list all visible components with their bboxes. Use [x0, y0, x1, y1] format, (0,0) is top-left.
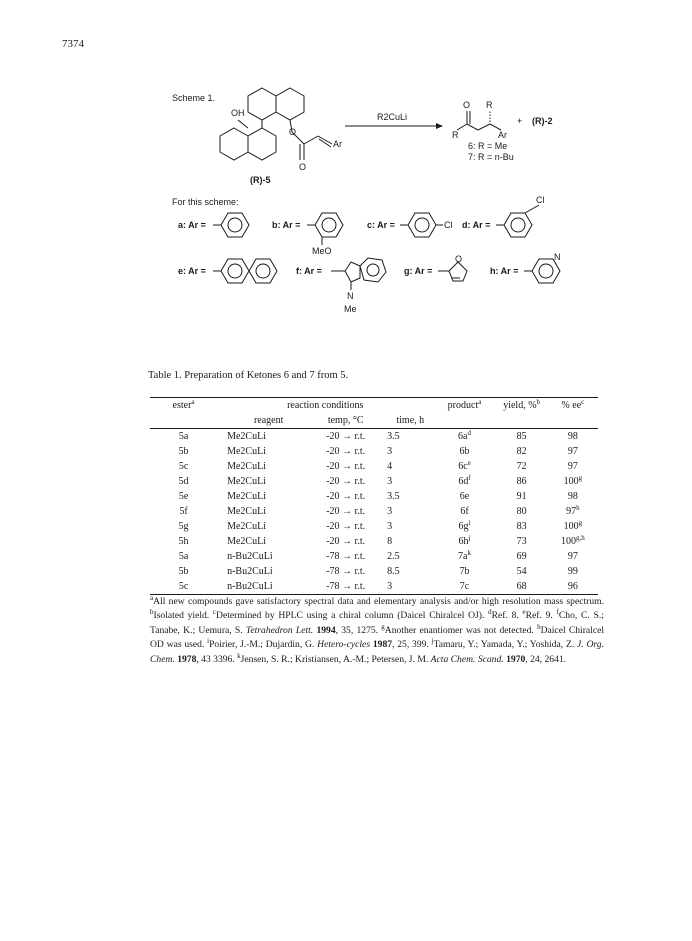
cell-product: 7c [433, 579, 495, 595]
furyl-ring-g [438, 262, 467, 281]
meo-label: MeO [312, 246, 332, 256]
table-footnotes: $^a$All new compounds gave satisfactory spectral data and elementary analysis and/or high resolution mass spectrum. $^b$Isolated yield. $^c$Determined by HPLC using a chiral column (Daicel Chiralcel OJ). $^d$Ref. 8. $^e$Ref. 9. $^f$Cho, C. S.; Tanabe, K.; Uemura, S. Tetrahedron Lett. 1994, 35, 1275. $^g$Another enantiomer was not detected. $^h$Daicel Chiralcel OD was used. $^i$Poirier, J.-M.; Dujardin, G. Hetero-cycles 1987, 25, 399. $^j$Tamaru, Y.; Yamada, Y.; Yoshida, Z. J. Org. Chem. 1978, 43 3396. $^k$Jensen, S. R.; Kristiansen, A.-M.; Petersen, J. M. Acta Chem. Scand. 1970, 24, 2641. [150, 594, 605, 665]
me-label: Me [344, 304, 357, 314]
table-row [150, 549, 598, 564]
cell-temp: -78 → r.t. [326, 566, 366, 577]
header-yield: yield, %$^b$ [496, 398, 548, 414]
furan-o-label: O [455, 254, 463, 264]
subheader-temp: temp, °C [310, 413, 381, 429]
header-product: product$^a$ [433, 398, 495, 414]
cell-time: 3 [381, 579, 433, 595]
cell-product: $6c^e$ [458, 459, 471, 472]
cell-time: 3 [387, 446, 393, 457]
cell-ee: 97 [567, 551, 578, 562]
table-row [150, 429, 598, 445]
product-ar-label: Ar [498, 130, 507, 140]
plus-sign: + [517, 116, 523, 126]
cell-temp: -20 → r.t. [326, 446, 366, 457]
table-row [150, 489, 598, 504]
sub-e-label: e: Ar = [178, 266, 206, 276]
naphthyl-ring-e [213, 259, 277, 283]
table-row [150, 459, 598, 474]
cell-ee: 98 [567, 431, 578, 442]
cell-ester: 5a [178, 431, 189, 442]
cell-yield: 54 [516, 566, 527, 577]
sub-c-label: c: Ar = [367, 220, 395, 230]
cell-ester: 5c [150, 579, 217, 595]
cell-time: 2.5 [387, 551, 400, 562]
cell-yield: 69 [516, 551, 527, 562]
cell-ester: 5f [179, 506, 188, 517]
ar-label: Ar [333, 139, 342, 149]
cell-product: $6a^d$ [458, 429, 471, 442]
cell-ee: 100$^g$ [563, 474, 583, 487]
cell-product: 6e [459, 491, 470, 502]
cell-temp: -78 → r.t. [326, 551, 366, 562]
cell-product: $6h^j$ [458, 534, 471, 547]
cell-temp: -20 → r.t. [326, 476, 366, 487]
cell-time: 4 [387, 461, 393, 472]
sub-a-label: a: Ar = [178, 220, 206, 230]
cell-temp: -20 → r.t. [326, 491, 366, 502]
table-header-row [150, 398, 598, 414]
cell-product: $6g^i$ [458, 519, 471, 532]
ketone-preparation-table [150, 397, 598, 595]
cell-reagent: n-Bu2CuLi [227, 566, 273, 577]
cell-time: 3.5 [387, 491, 400, 502]
footnote-i: Poirier, J.-M.; Dujardin, G. Hetero-cycles 1987, 25, 399. [209, 639, 429, 651]
cell-reagent: Me2CuLi [227, 431, 266, 442]
cell-yield: 72 [516, 461, 527, 472]
cell-yield: 73 [516, 536, 527, 547]
cell-time: 8 [387, 536, 393, 547]
header-ester: ester$^a$ [150, 398, 217, 414]
cell-ester: 5b [178, 446, 189, 457]
for-this-scheme: For this scheme: [172, 197, 239, 207]
cell-time: 8.5 [387, 566, 400, 577]
cell-reagent: Me2CuLi [227, 446, 266, 457]
cell-time: 3 [387, 506, 393, 517]
cell-yield: 82 [516, 446, 527, 457]
cell-time: 3 [387, 476, 393, 487]
start-material-label: (R)-5 [250, 175, 271, 185]
cell-reagent: Me2CuLi [227, 476, 266, 487]
cell-reagent: Me2CuLi [227, 461, 266, 472]
cell-time: 3.5 [387, 431, 400, 442]
table-body [150, 429, 598, 595]
indolyl-ring-f [331, 258, 386, 290]
cell-yield: 91 [516, 491, 527, 502]
cell-ee: 96 [548, 579, 598, 595]
binaphthyl-ester-structure [220, 88, 332, 160]
cell-product: $7a^k$ [458, 549, 471, 562]
cell-ester: 5a [178, 551, 189, 562]
header-reaction-conditions: reaction conditions [217, 398, 433, 414]
table-row [150, 444, 598, 459]
cell-ee: 97 [567, 446, 578, 457]
footnote-k: Jensen, S. R.; Kristiansen, A.-M.; Petersen, J. M. Acta Chem. Scand. 1970, 24, 2641. [240, 653, 567, 665]
table-subheader-row [150, 413, 598, 429]
subheader-reagent: reagent [217, 413, 310, 429]
reagent-label: R2CuLi [377, 112, 408, 122]
table-row [150, 504, 598, 519]
cl-label-d: Cl [536, 195, 545, 205]
methoxyphenyl-ring-b [307, 213, 343, 245]
cell-ester: 5c [178, 461, 189, 472]
footnote-f: Cho, C. S.; Tanabe, K.; Uemura, S. Tetrahedron Lett. 1994, 35, 1275. [150, 610, 604, 636]
table-row [150, 474, 598, 489]
product-r-left: R [452, 130, 459, 140]
cell-reagent: Me2CuLi [227, 536, 266, 547]
cell-temp: -20 → r.t. [326, 536, 366, 547]
footnote-j: Tamaru, Y.; Yamada, Y.; Yoshida, Z. J. Org. Chem. 1978, 43 3396. [150, 639, 604, 665]
header-ee: % $ee^c$ [548, 398, 598, 414]
footnote-b: Isolated yield. [153, 610, 210, 622]
cell-temp: -78 → r.t. [310, 579, 381, 595]
sub-g-label: g: Ar = [404, 266, 433, 276]
cell-product: 7b [459, 566, 470, 577]
sub-h-label: h: Ar = [490, 266, 519, 276]
footnote-g: Another enantiomer was not detected. [384, 624, 534, 636]
cell-yield: 85 [516, 431, 527, 442]
cell-ee: 100$^{g,h}$ [560, 534, 585, 547]
cell-ester: 5d [178, 476, 189, 487]
ketone-product-structure [457, 111, 501, 130]
table-row [150, 579, 598, 595]
cell-product: $6d^f$ [458, 474, 471, 487]
footnote-h: Daicel Chiralcel OD was used. [150, 624, 605, 651]
cell-temp: -20 → r.t. [326, 521, 366, 532]
sub-f-label: f: Ar = [296, 266, 322, 276]
byproduct-label: (R)-2 [532, 116, 553, 126]
chlorophenyl-ring-c [400, 213, 443, 237]
cell-temp: -20 → r.t. [326, 461, 366, 472]
cell-reagent: Me2CuLi [227, 491, 266, 502]
cell-product: 6f [460, 506, 469, 517]
cell-ester: 5e [178, 491, 189, 502]
product-6-label: 6: R = Me [468, 141, 508, 151]
oh-label: OH [231, 108, 245, 118]
cell-reagent: n-Bu2CuLi [217, 579, 310, 595]
cell-ee: 98 [567, 491, 578, 502]
chlorophenyl-ring-d [496, 205, 539, 237]
cell-ester: 5g [178, 521, 189, 532]
pyridyl-ring-h [524, 259, 560, 283]
page-number: 7374 [62, 38, 84, 50]
cell-ee: 100$^g$ [563, 519, 583, 532]
cell-ee: 97$^h$ [566, 504, 580, 517]
cell-reagent: Me2CuLi [227, 506, 266, 517]
footnote-a: All new compounds gave satisfactory spectral data and elementary analysis and/or high resolution mass spectrum. [153, 596, 604, 607]
table-row [150, 564, 598, 579]
sub-b-label: b: Ar = [272, 220, 301, 230]
table-row [150, 534, 598, 549]
cl-label-c: Cl [444, 220, 453, 230]
cell-temp: -20 → r.t. [326, 431, 366, 442]
table-row [150, 519, 598, 534]
pyridine-n-label: N [554, 252, 561, 262]
cell-yield: 80 [516, 506, 527, 517]
cell-yield: 68 [496, 579, 548, 595]
cell-reagent: Me2CuLi [227, 521, 266, 532]
scheme-1 [0, 0, 692, 340]
cell-yield: 86 [516, 476, 527, 487]
cell-product: 6b [459, 446, 470, 457]
phenyl-ring-a [213, 213, 249, 237]
cell-ester: 5h [178, 536, 189, 547]
ether-o-label: O [289, 127, 297, 137]
indole-n-label: N [347, 291, 354, 301]
cell-ester: 5b [178, 566, 189, 577]
product-o-label: O [463, 100, 471, 110]
cell-time: 3 [387, 521, 393, 532]
cell-temp: -20 → r.t. [326, 506, 366, 517]
arrowhead [436, 123, 443, 129]
carbonyl-o-label: O [299, 162, 307, 172]
product-7-label: 7: R = n-Bu [468, 152, 514, 162]
cell-yield: 83 [516, 521, 527, 532]
cell-ee: 99 [567, 566, 578, 577]
sub-d-label: d: Ar = [462, 220, 491, 230]
scheme-title: Scheme 1. [172, 93, 216, 103]
footnote-d: Ref. 8. [491, 610, 519, 622]
cell-ee: 97 [567, 461, 578, 472]
table-caption: Table 1. Preparation of Ketones 6 and 7 from 5. [148, 370, 349, 381]
footnote-c: Determined by HPLC using a chiral column (Daicel Chiralcel OJ). [216, 610, 485, 622]
cell-reagent: n-Bu2CuLi [227, 551, 273, 562]
product-r-top: R [486, 100, 493, 110]
footnote-e: Ref. 9. [525, 610, 553, 622]
subheader-time: time, h [381, 413, 433, 429]
